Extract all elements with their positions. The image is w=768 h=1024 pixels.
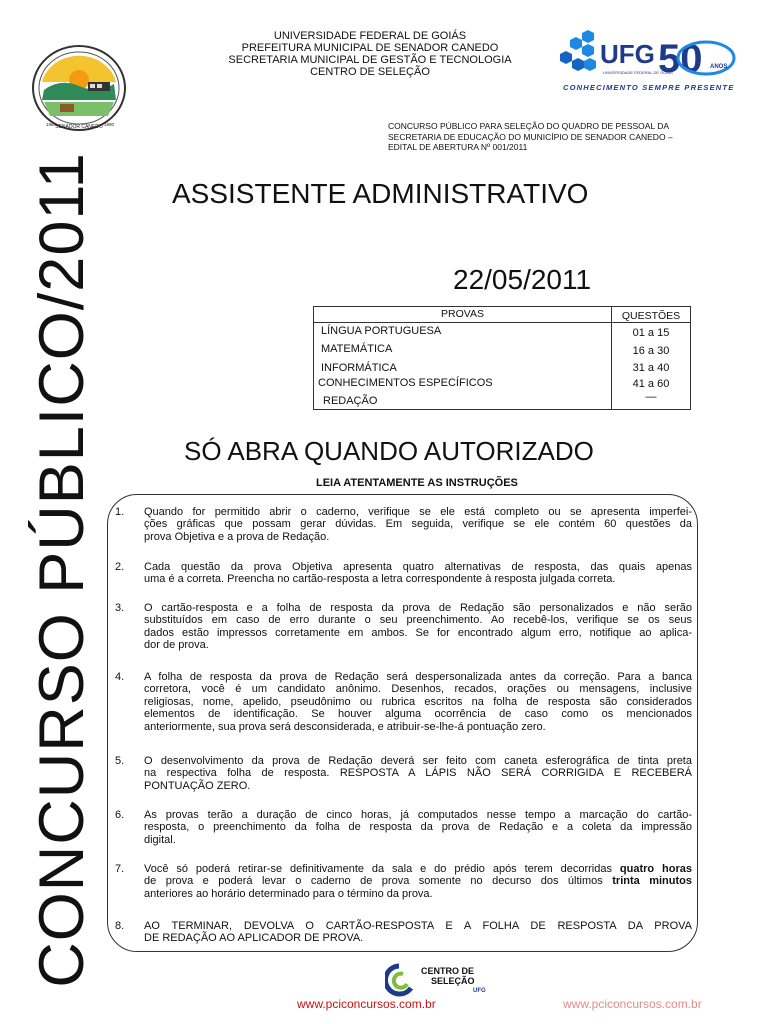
vertical-banner-text: CONCURSO PÚBLICO/2011 [27, 152, 97, 988]
instruction-number: 2. [115, 561, 125, 573]
instruction-number: 5. [115, 755, 125, 767]
instruction-number: 4. [115, 671, 125, 683]
vertical-banner [28, 150, 96, 990]
table-row-questoes: 01 a 15 [632, 327, 670, 339]
svg-text:UFG: UFG [473, 988, 486, 994]
instruction-number: 8. [115, 920, 125, 932]
svg-text:1990: 1990 [104, 122, 115, 127]
svg-text:CENTRO DE: CENTRO DE [421, 966, 475, 976]
concurso-info [388, 121, 748, 153]
table-row-questoes: 16 a 30 [632, 345, 670, 357]
table-row-prova: INFORMÁTICA [321, 362, 397, 374]
provas-header: PROVAS [441, 308, 484, 320]
fifty-years-mark: 50 [658, 37, 703, 81]
ufg-hexagons-icon [560, 30, 596, 71]
institution-header [200, 30, 540, 78]
footer-url-link[interactable]: www.pciconcursos.com.br [297, 997, 436, 1011]
do-not-open-warning: SÓ ABRA QUANDO AUTORIZADO [184, 436, 594, 466]
header-line: SECRETARIA MUNICIPAL DE GESTÃO E TECNOLOGIA [228, 54, 512, 66]
bold-phrase: quatro horas [619, 863, 692, 875]
svg-text:UNIVERSIDADE FEDERAL DE GOIÁS: UNIVERSIDADE FEDERAL DE GOIÁS [603, 70, 673, 75]
instruction-number: 1. [115, 506, 125, 518]
header-line: UNIVERSIDADE FEDERAL DE GOIÁS [273, 30, 467, 42]
senador-canedo-seal [30, 44, 128, 136]
concurso-line: CONCURSO PÚBLICO PARA SELEÇÃO DO QUADRO DE PESSOAL DA [388, 121, 670, 131]
table-row-prova: MATEMÁTICA [321, 343, 393, 355]
svg-text:ANOS: ANOS [710, 64, 728, 70]
table-row-questoes: 41 a 60 [632, 378, 670, 390]
instruction-number: 6. [115, 809, 125, 821]
instruction-number: 7. [115, 863, 125, 875]
instruction-line: Você só poderá retirar-se definitivamente da sala e do prédio após terem decorridas quatro horas [144, 863, 692, 875]
instructions-heading: LEIA ATENTAMENTE AS INSTRUÇÕES [316, 477, 518, 489]
table-row-prova: REDAÇÃO [323, 395, 378, 407]
instruction-line: de prova e poderá levar o caderno de prova somente no decurso dos últimos trinta minutos [144, 875, 692, 888]
concurso-line: SECRETARIA DE EDUCAÇÃO DO MUNICÍPIO DE SENADOR CANEDO – [388, 131, 673, 142]
svg-text:SELEÇÃO: SELEÇÃO [431, 976, 475, 986]
centro-de-selecao-logo [385, 962, 495, 998]
table-row-prova: LÍNGUA PORTUGUESA [321, 325, 442, 337]
header-line: PREFEITURA MUNICIPAL DE SENADOR CANEDO [241, 42, 499, 54]
concurso-line: EDITAL DE ABERTURA Nº 001/2011 [388, 142, 528, 152]
job-title: ASSISTENTE ADMINISTRATIVO [172, 178, 589, 209]
instruction-number: 3. [115, 602, 125, 614]
bold-phrase: trinta minutos [612, 875, 692, 888]
exam-date: 22/05/2011 [453, 264, 592, 295]
questoes-header: QUESTÕES [621, 310, 681, 322]
seal-text: SENADOR CANEDO [55, 124, 103, 130]
table-row-questoes: 31 a 40 [632, 362, 670, 374]
svg-text:1988: 1988 [46, 122, 57, 127]
instruction-line: anteriores ao horário determinado para o término da prova. [144, 887, 433, 900]
ufg-text: UFG [600, 39, 655, 69]
header-line: CENTRO DE SELEÇÃO [310, 66, 430, 78]
table-row-prova: CONHECIMENTOS ESPECÍFICOS [318, 377, 493, 389]
provas-table [313, 306, 691, 410]
ufg-tagline: CONHECIMENTO SEMPRE PRESENTE [563, 83, 735, 92]
table-row-questoes: — [645, 391, 657, 403]
footer-url-watermark[interactable]: www.pciconcursos.com.br [563, 997, 702, 1011]
